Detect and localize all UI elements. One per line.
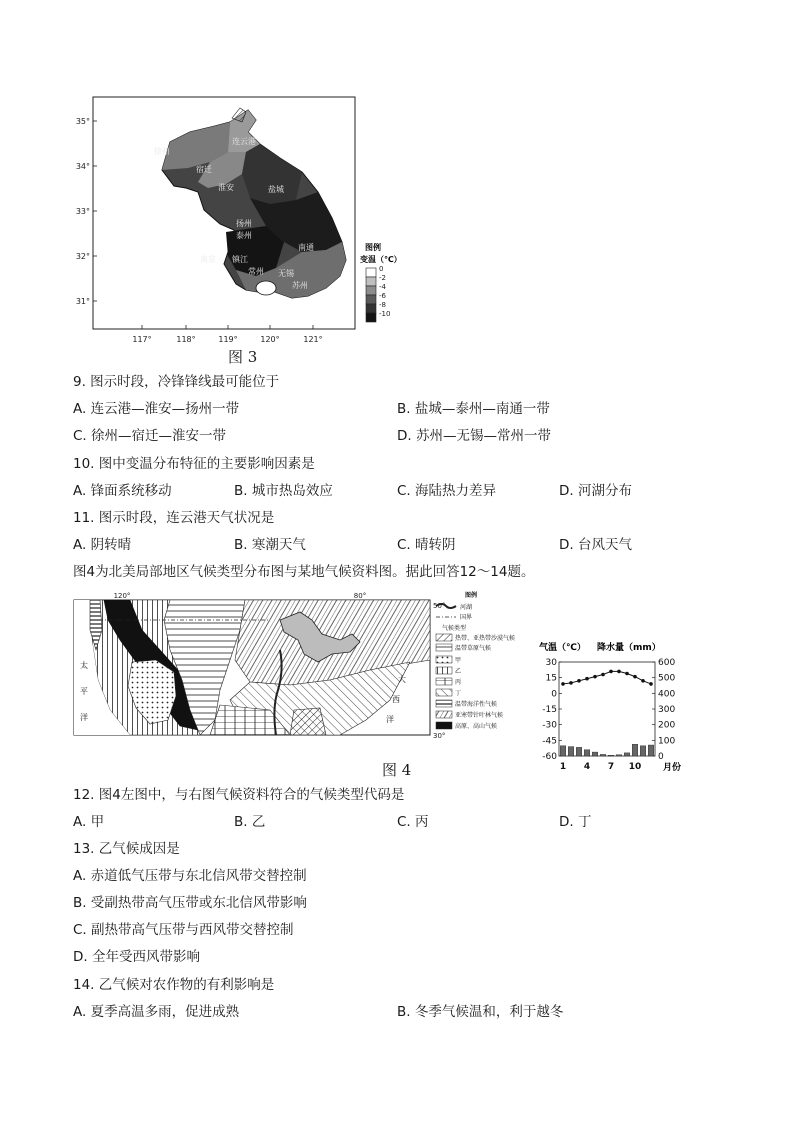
- precip-bar: [592, 752, 598, 756]
- y-left-tick: -30: [542, 720, 557, 731]
- atlantic-label-1: 大: [398, 675, 406, 684]
- fig3-legend: [360, 242, 402, 322]
- precip-bar: [648, 745, 654, 756]
- pacific-label-1: 太: [80, 661, 88, 670]
- jiangsu-temperature-change-map: [70, 92, 402, 362]
- legend-swatch: [366, 268, 376, 277]
- q13-option-d[interactable]: D. 全年受西风带影响: [73, 949, 200, 965]
- q9-stem: 9. 图示时段，冷锋锋线最可能位于: [73, 374, 280, 390]
- legend-title: 图例: [465, 592, 478, 599]
- north-america-climate-map: [70, 590, 530, 750]
- y-right-tick: 100: [658, 736, 676, 747]
- y-right-tick: 600: [658, 658, 676, 668]
- x-tick: 1: [559, 762, 567, 772]
- q12-stem: 12. 图4左图中，与右图气候资料符合的气候类型代码是: [73, 787, 405, 803]
- lat-tick: 35°: [75, 117, 90, 126]
- precip-bar: [576, 747, 582, 756]
- city-taizhou: 泰州: [236, 231, 252, 240]
- q10-option-d[interactable]: D. 河湖分布: [559, 483, 632, 499]
- legend-climate-types: 气候类型: [442, 625, 467, 632]
- q11-option-b[interactable]: B. 寒潮天气: [234, 537, 306, 553]
- q9-option-a[interactable]: A. 连云港—淮安—扬州一带: [73, 401, 240, 417]
- q13-option-b[interactable]: B. 受副热带高气压带或东北信风带影响: [73, 895, 307, 911]
- temperature-point: [617, 670, 621, 674]
- temperature-point: [601, 673, 605, 677]
- month-axis-label: 月份: [663, 763, 682, 773]
- atlantic-label-3: 洋: [386, 715, 394, 724]
- precip-bar: [616, 755, 622, 756]
- lat-tick: 31°: [75, 297, 90, 306]
- city-xuzhou: 徐州: [154, 147, 170, 156]
- lat-tick: 32°: [75, 252, 90, 261]
- figure-4-map: [70, 590, 530, 750]
- city-yancheng: 盐城: [268, 185, 284, 194]
- q12-option-a[interactable]: A. 甲: [73, 814, 105, 830]
- legend-value: -4: [379, 283, 386, 291]
- lat-tick: 50°: [433, 602, 446, 610]
- fig4-intro: 图4为北美局部地区气候类型分布图与某地气候资料图。据此回答12～14题。: [73, 564, 535, 580]
- lat-tick: 30°: [433, 732, 446, 740]
- city-yangzhou: 扬州: [236, 219, 252, 228]
- q10-stem: 10. 图中变温分布特征的主要影响因素是: [73, 456, 315, 472]
- precip-bar: [560, 746, 566, 756]
- legend-bing: 丙: [455, 679, 462, 686]
- legend-desert: 热带、亚热带沙漠气候: [455, 635, 516, 642]
- precip-bar: [640, 746, 646, 756]
- city-changzhou: 常州: [248, 267, 264, 276]
- temperature-point: [609, 670, 613, 674]
- pacific-label-3: 洋: [80, 713, 88, 722]
- q11-option-c[interactable]: C. 晴转阴: [397, 537, 456, 553]
- legend-border: 国界: [460, 614, 473, 621]
- q13-option-c[interactable]: C. 副热带高气压带与西风带交替控制: [73, 922, 294, 938]
- legend-marine: 温带海洋性气候: [455, 701, 498, 708]
- legend-river: 河湖: [460, 604, 473, 611]
- lon-tick: 121°: [303, 335, 323, 344]
- figure-3-caption: 图 3: [228, 348, 258, 366]
- temp-axis-label: 气温（℃）: [539, 643, 586, 653]
- y-right-tick: 300: [658, 705, 676, 715]
- city-suzhou: 苏州: [292, 281, 308, 290]
- temperature-point: [585, 677, 589, 681]
- legend-value: -6: [379, 292, 386, 300]
- pacific-label-2: 平: [80, 687, 88, 696]
- lon-tick: 120°: [113, 592, 131, 600]
- y-right-tick: 400: [658, 689, 676, 700]
- legend-subtitle: 变温（℃）: [360, 255, 402, 264]
- y-left-tick: 30: [545, 658, 557, 668]
- temperature-point: [593, 675, 597, 679]
- precip-bar: [632, 744, 638, 756]
- figure-4-caption: 图 4: [382, 761, 412, 779]
- q13-option-a[interactable]: A. 赤道低气压带与东北信风带交替控制: [73, 868, 307, 884]
- legend-highland: 高原、高山气候: [455, 723, 498, 730]
- x-tick: 7: [607, 762, 615, 772]
- legend-swatch: [366, 277, 376, 286]
- climate-chart: [535, 636, 685, 776]
- temperature-point: [633, 675, 637, 679]
- temperature-point: [577, 679, 581, 683]
- taihu-lake: [256, 281, 276, 295]
- legend-value: -8: [379, 301, 386, 309]
- q11-stem: 11. 图示时段，连云港天气状况是: [73, 510, 275, 526]
- temperature-point: [649, 682, 653, 686]
- legend-value: -10: [379, 310, 391, 318]
- atlantic-label-2: 西: [392, 695, 400, 704]
- temperature-point: [561, 682, 565, 686]
- q10-option-b[interactable]: B. 城市热岛效应: [234, 483, 333, 499]
- x-tick: 10: [628, 762, 642, 772]
- legend-ding: 丁: [455, 690, 462, 697]
- q11-option-d[interactable]: D. 台风天气: [559, 537, 632, 553]
- lat-tick: 33°: [75, 207, 90, 216]
- y-right-tick: 0: [658, 752, 664, 762]
- q14-stem: 14. 乙气候对农作物的有利影响是: [73, 977, 275, 993]
- y-left-tick: 0: [551, 689, 557, 700]
- precip-bar: [568, 747, 574, 756]
- lon-tick: 80°: [353, 592, 367, 600]
- city-zhenjiang: 镇江: [232, 255, 248, 264]
- city-suqian: 宿迁: [196, 165, 212, 174]
- y-left-tick: -60: [542, 752, 557, 762]
- q9-option-c[interactable]: C. 徐州—宿迁—淮安一带: [73, 428, 227, 444]
- legend-yi: 乙: [455, 668, 462, 675]
- q14-option-a[interactable]: A. 夏季高温多雨，促进成熟: [73, 1004, 240, 1020]
- temperature-line: [563, 671, 651, 684]
- city-nantong: 南通: [298, 243, 314, 252]
- legend-swatch: [366, 313, 376, 322]
- q12-option-d[interactable]: D. 丁: [559, 814, 592, 830]
- legend-value: -2: [379, 274, 386, 282]
- temperature-point: [569, 681, 573, 685]
- y-left-tick: -15: [542, 705, 557, 715]
- q13-stem: 13. 乙气候成因是: [73, 841, 180, 857]
- x-tick: 4: [583, 762, 591, 772]
- precip-bar: [600, 754, 606, 756]
- lon-tick: 118°: [176, 335, 196, 344]
- legend-taiga: 亚寒带针叶林气候: [455, 712, 504, 719]
- legend-jia: 甲: [455, 657, 462, 664]
- precip-bar: [584, 750, 590, 756]
- q14-option-b[interactable]: B. 冬季气候温和，利于越冬: [397, 1004, 564, 1020]
- chart-frame: [559, 662, 655, 756]
- precip-bar: [624, 753, 630, 756]
- figure-3: [70, 92, 402, 362]
- temperature-point: [641, 679, 645, 683]
- legend-title: 图例: [365, 243, 381, 252]
- y-left-tick: -45: [542, 736, 557, 747]
- city-huaian: 淮安: [218, 183, 234, 192]
- city-lianyungang: 连云港: [232, 137, 256, 146]
- city-wuxi: 无锡: [278, 269, 294, 278]
- legend-swatch: [366, 304, 376, 313]
- temperature-point: [625, 672, 629, 676]
- q12-option-b[interactable]: B. 乙: [234, 814, 266, 830]
- y-left-tick: 15: [545, 673, 557, 684]
- q11-option-a[interactable]: A. 阴转晴: [73, 537, 132, 553]
- lon-tick: 117°: [132, 335, 152, 344]
- q9-option-b[interactable]: B. 盐城—泰州—南通一带: [397, 401, 550, 417]
- lat-tick: 34°: [75, 162, 90, 171]
- precip-bar: [608, 755, 614, 756]
- q12-option-c[interactable]: C. 丙: [397, 814, 429, 830]
- legend-value: 0: [379, 265, 384, 273]
- legend-swatch: [366, 286, 376, 295]
- figure-4-climate-chart: [535, 636, 685, 776]
- q10-option-a[interactable]: A. 锋面系统移动: [73, 483, 172, 499]
- city-nanjing: 南京: [200, 255, 216, 264]
- y-right-tick: 200: [658, 720, 676, 731]
- legend-steppe: 温带草原气候: [455, 645, 492, 652]
- y-right-tick: 500: [658, 673, 676, 684]
- precip-axis-label: 降水量（mm）: [597, 643, 661, 653]
- fig4-legend: [436, 591, 515, 730]
- lon-tick: 120°: [260, 335, 280, 344]
- legend-swatch: [366, 295, 376, 304]
- lon-tick: 119°: [218, 335, 238, 344]
- q10-option-c[interactable]: C. 海陆热力差异: [397, 483, 497, 499]
- q9-option-d[interactable]: D. 苏州—无锡—常州一带: [397, 428, 551, 444]
